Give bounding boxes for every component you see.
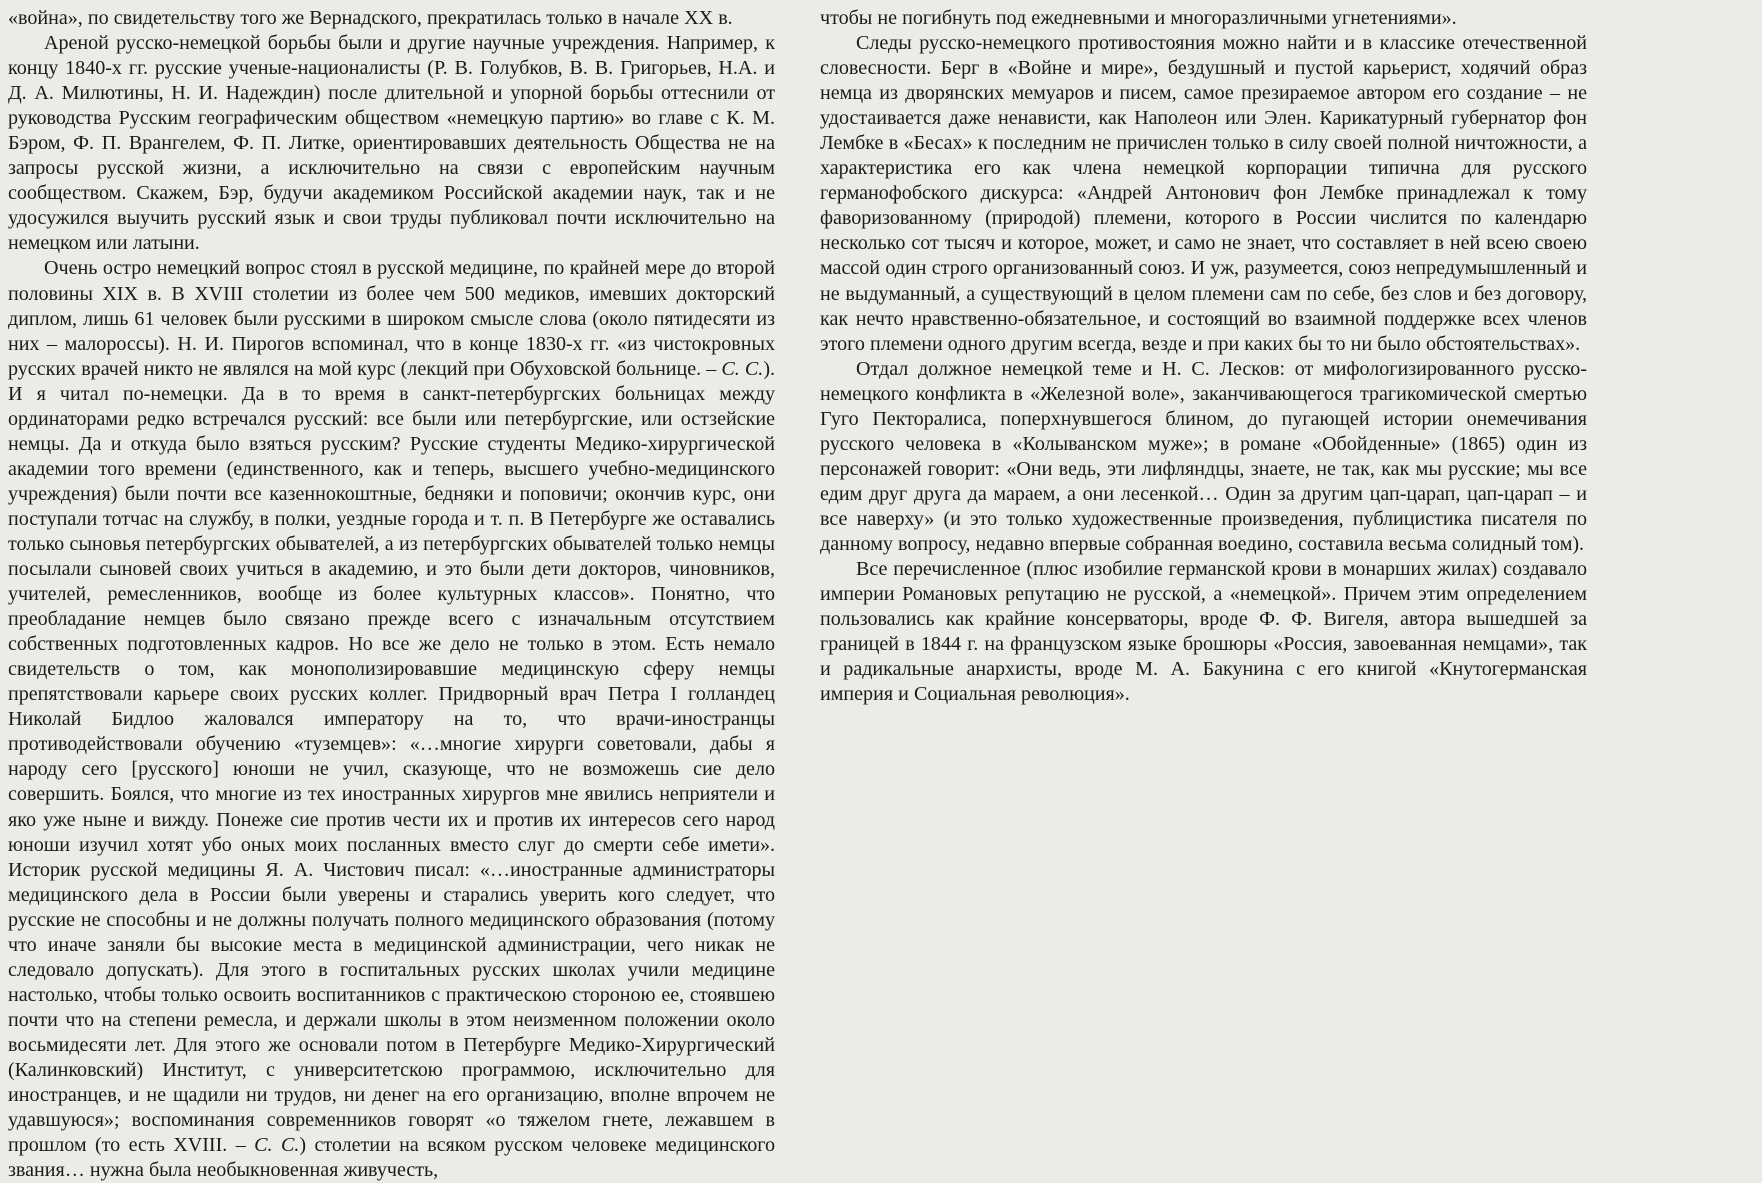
paragraph-right-4: Все перечисленное (плюс изобилие германской крови в монарших жилах) создавало империи Романовых репутацию не русской, а «немецкой». Причем этим определением пользовались как крайние консерваторы, вроде Ф. Ф. Вигеля, автора вышедшей за границей в 1844 г. на французском языке брошюры «Россия, завоеванная немцами», так и радикальные анархисты, вроде М. А. Бакунина с его книгой «Кнутогерманская империя и Социальная революция». [820, 558, 1587, 706]
paragraph-left-1: «война», по свидетельству того же Вернадского, прекратилась только в начале XX в. [8, 7, 733, 29]
paragraph-left-3 [8, 256, 775, 1183]
paragraph-left-3-part-3: ) столетии на всяком русском человеке медицинского звания… нужна была необыкновенная живучесть, [8, 1134, 775, 1182]
paragraph-left-3-italic-2: С. С. [254, 1134, 300, 1157]
paragraph-right-1: чтобы не погибнуть под ежедневными и многоразличными угнетениями». [820, 7, 1457, 29]
paragraph-right-2: Следы русско-немецкого противостояния можно найти и в классике отечественной словесности. Берг в «Войне и мире», бездушный и пустой карьерист, ходячий образ немца из дворянских мемуаров и писем, самое презираемое автором его создание – не удостаивается даже ненависти, как Наполеон или Элен. Карикатурный губернатор фон Лембке в «Бесах» к последним не причислен только в силу своей полной ничтожности, а характеристика его как члена немецкой корпорации типична для русского германофобского дискурса: «Андрей Антонович фон Лембке принадлежал к тому фаворизованному (природой) племени, которого в России числится по календарю несколько сот тысяч и которое, может, и само не знает, что составляет в ней всею своею массой один строго организованный союз. И уж, разумеется, союз непредумышленный и не выдуманный, а существующий в целом племени сам по себе, без слов и без договору, как нечто нравственно-обязательное, и состоящий во взаимной поддержке всех членов этого племени одного другим всегда, везде и при каких бы то ни было обстоятельствах». [820, 32, 1587, 355]
paragraph-left-3-part-1: Очень остро немецкий вопрос стоял в русской медицине, по крайней мере до второй половины XIX в. В XVIII столетии из более чем 500 медиков, имевших докторский диплом, лишь 61 человек были русскими в широком смысле слова (около пятидесяти из них – малороссы). Н. И. Пирогов вспоминал, что в конце 1830-х гг. «из чистокровных русских врачей никто не являлся на мой курс (лекций при Обуховской больнице. – [8, 257, 775, 380]
paragraph-left-3-italic-1: С. С. [721, 357, 764, 380]
left-text-column [0, 6, 781, 1182]
paragraph-left-3-part-2: ). И я читал по-немецки. Да в то время в санкт-петербургских больницах между ординаторами редко встречался русский: все были или петербургские, или остзейские немцы. Да и откуда было взяться русским? Русские студенты Медико-хирургической академии того времени (единственного, как и теперь, высшего учебно-медицинского учреждения) были почти все казеннокоштные, бедняки и поповичи; окончив курс, они поступали тотчас на службу, в полки, уездные города и т. п. В Петербурге же оставались только сыновья петербургских обывателей, а из петербургских обывателей только немцы посылали сыновей своих учиться в академию, и это были дети докторов, чиновников, учителей, ремесленников, вообще из более культурных классов». Понятно, что преобладание немцев было связано прежде всего с изначальным отсутствием собственных подготовленных кадров. Но все же дело не только в этом. Есть немало свидетельств о том, как монополизировавшие медицинскую сферу немцы препятствовали карьере своих русских коллег. Придворный врач Петра I голландец Николай Бидлоо жаловался императору на то, что врачи-иностранцы противодействовали обучению «туземцев»: «…многие хирурги советовали, дабы я народу сего [русского] юноши не учил, сказующе, что не возможешь сие дело совершить. Боялся, что многие из тех иностранных хирургов мне явились неприятели и яко уже ныне и вижду. Понеже сие против чести их и против их интересов сего народ юноши изучил хотят убо оных моих посланных вместо слуг до смерти себе имети». Историк русской медицины Я. А. Чистович писал: «…иностранные администраторы медицинского дела в России были уверены и старались уверить кого следует, что русские не способны и не должны получать полного медицинского образования (потому что иначе заняли бы высокие места в медицинской администрации, чего никак не следовало допускать). Для этого в госпитальных русских школах учили медицине настолько, чтобы только освоить воспитанников с практическою стороною ее, стоявшею почти что на степени ремесла, и держали школы в этом неизменном положении около восьмидесяти лет. Для этого же основали потом в Петербурге Медико-Хирургический (Калинковский) Институт, с университетскою программою, исключительно для иностранцев, и не щадили ни трудов, ни денег на его организацию, вполне впрочем не удавшуюся»; воспоминания современников говорят «о тяжелом гнете, лежавшем в прошлом (то есть XVIII. – [8, 357, 775, 1157]
paragraph-left-2: Ареной русско-немецкой борьбы были и другие научные учреждения. Например, к концу 1840-х гг. русские ученые-националисты (Р. В. Голубков, В. В. Григорьев, Н.А. и Д. А. Милютины, Н. И. Надеждин) после длительной и упорной борьбы оттеснили от руководства Русским географическим обществом «немецкую партию» во главе с К. М. Бэром, Ф. П. Врангелем, Ф. П. Литке, ориентировавших деятельность Общества не на запросы русской жизни, а исключительно на связи с европейским научным сообществом. Скажем, Бэр, будучи академиком Российской академии наук, так и не удосужился выучить русский язык и свои труды публиковал почти исключительно на немецком или латыни. [8, 32, 775, 255]
paragraph-right-3: Отдал должное немецкой теме и Н. С. Лесков: от мифологизированного русско-немецкого конфликта в «Железной воле», заканчивающегося трагикомической смертью Гуго Пекторалиса, поперхнувшегося блином, до пугающей истории онемечивания русского человека в «Колыванском муже»; в романе «Обойденные» (1865) один из персонажей говорит: «Они ведь, эти лифляндцы, знаете, не так, как мы русские; мы все едим друг друга да мараем, а они лесенкой… Один за другим цап-царап, цап-царап – и все наверху» (и это только художественные произведения, публицистика писателя по данному вопросу, недавно впервые собранная воедино, составила весьма солидный том). [820, 357, 1587, 555]
right-text-column [810, 6, 1591, 866]
